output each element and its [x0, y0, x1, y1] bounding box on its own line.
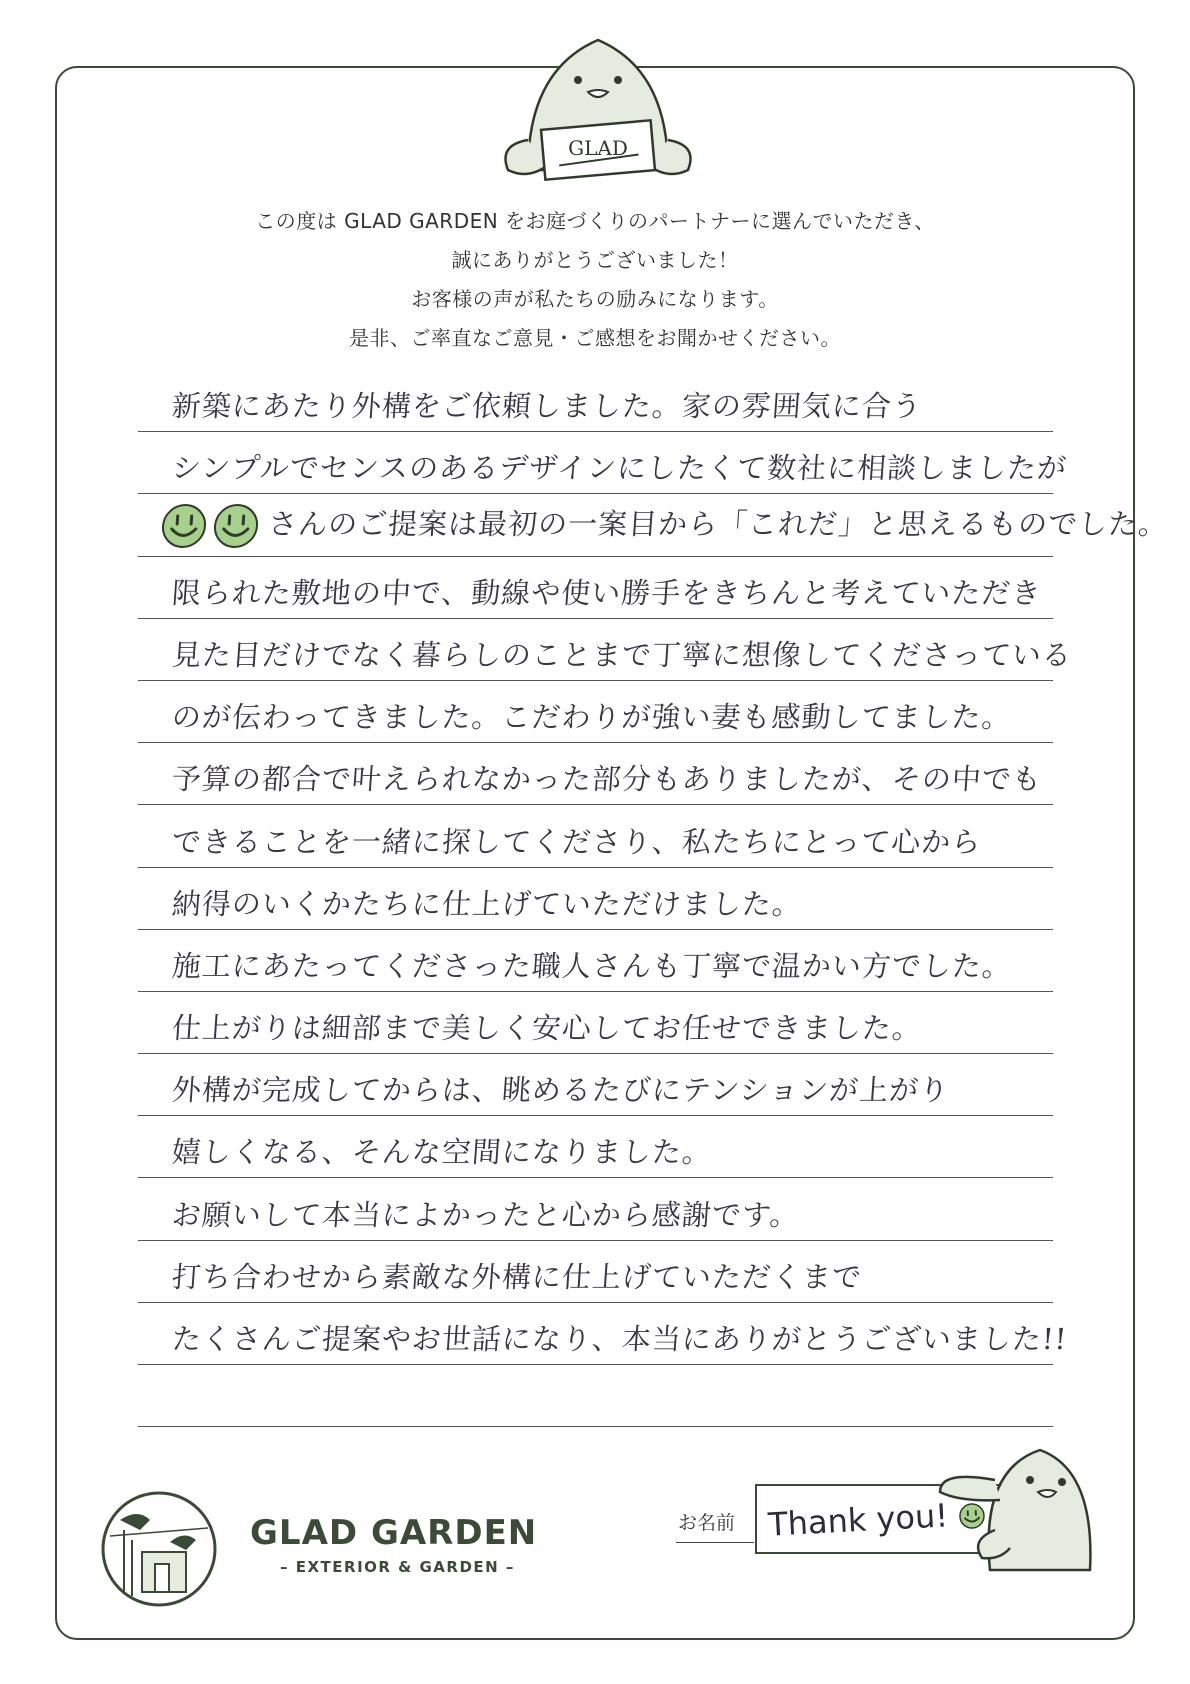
ruled-line	[138, 1178, 1053, 1240]
handwritten-line: 納得のいくかたちに仕上げていただけました。	[170, 886, 804, 921]
name-label: お名前	[678, 1512, 736, 1534]
ruled-line	[138, 1241, 1053, 1303]
ruled-line	[138, 619, 1074, 681]
ruled-line	[138, 805, 1053, 867]
ruled-line	[138, 1365, 1053, 1427]
ruled-line	[138, 1116, 1053, 1178]
handwritten-line-text: さんのご提案は最初の一案目から「これだ」と思えるものでした。	[266, 506, 1170, 541]
ruled-line	[138, 432, 1069, 494]
letter-body	[138, 370, 1170, 1427]
smile-face-icon	[158, 502, 209, 550]
handwritten-line: のが伝わってきました。こだわりが強い妻も感動してました。	[170, 700, 1013, 735]
handwritten-line: 限られた敷地の中で、動線や使い勝手をきちんと考えていただき	[170, 575, 1043, 610]
intro-line: 是非、ご率直なご意見・ご感想をお聞かせください。	[349, 326, 841, 350]
intro-line: 誠にありがとうございました！	[451, 248, 739, 272]
ruled-line	[138, 370, 1053, 432]
ruled-line	[138, 494, 1170, 556]
handwritten-line: 仕上がりは細部まで美しく安心してお任せできました。	[170, 1011, 924, 1046]
ruled-line	[138, 868, 1053, 930]
ruled-line	[138, 557, 1053, 619]
handwritten-line: 打ち合わせから素敵な外構に仕上げていただくまで	[170, 1259, 864, 1294]
intro-line: お客様の声が私たちの励みになります。	[411, 287, 779, 311]
handwritten-line: 外構が完成してからは、眺めるたびにテンションが上がり	[170, 1073, 951, 1108]
smile-face-icon	[210, 502, 261, 550]
ruled-line	[138, 681, 1053, 743]
handwritten-line: 見た目だけでなく暮らしのことまで丁寧に想像してくださっている	[170, 637, 1074, 672]
ruled-line	[138, 1303, 1069, 1365]
handwritten-line: お願いして本当によかったと心から感謝です。	[170, 1197, 801, 1232]
handwritten-line: シンプルでセンスのあるデザインにしたくて数社に相談しましたが	[170, 451, 1069, 486]
handwritten-line: 新築にあたり外構をご依頼しました。家の雰囲気に合う	[170, 389, 924, 424]
brand-tagline: – EXTERIOR & GARDEN –	[280, 1558, 515, 1576]
handwritten-line: できることを一緒に探してくださり、私たちにとって心から	[170, 824, 983, 859]
mascot-bottom-icon	[920, 1430, 1095, 1580]
handwritten-line: 予算の都合で叶えられなかった部分もありましたが、その中でも	[170, 762, 1044, 797]
mascot-sign-text: GLAD	[568, 136, 628, 160]
smile-stickers	[158, 502, 261, 550]
intro-line: この度は GLAD GARDEN をお庭づくりのパートナーに選んでいただき、	[255, 209, 935, 233]
mascot-holding-sign-icon	[488, 30, 708, 190]
handwritten-line: 施工にあたってくださった職人さんも丁寧で温かい方でした。	[170, 948, 1014, 983]
ruled-line	[138, 930, 1053, 992]
intro-message	[140, 202, 1050, 358]
name-underline	[676, 1542, 754, 1543]
glad-garden-logo-icon	[100, 1490, 218, 1608]
ruled-line	[138, 992, 1053, 1054]
ruled-line	[138, 1054, 1053, 1116]
handwritten-line-with-smiles	[158, 502, 1169, 550]
name-value-text: Thank you!	[767, 1496, 949, 1544]
brand-name: GLAD GARDEN	[250, 1513, 538, 1553]
handwritten-line: たくさんご提案やお世話になり、本当にありがとうございました!!	[170, 1322, 1069, 1356]
handwritten-line: 嬉しくなる、そんな空間になりました。	[170, 1135, 714, 1170]
ruled-line	[138, 743, 1053, 805]
